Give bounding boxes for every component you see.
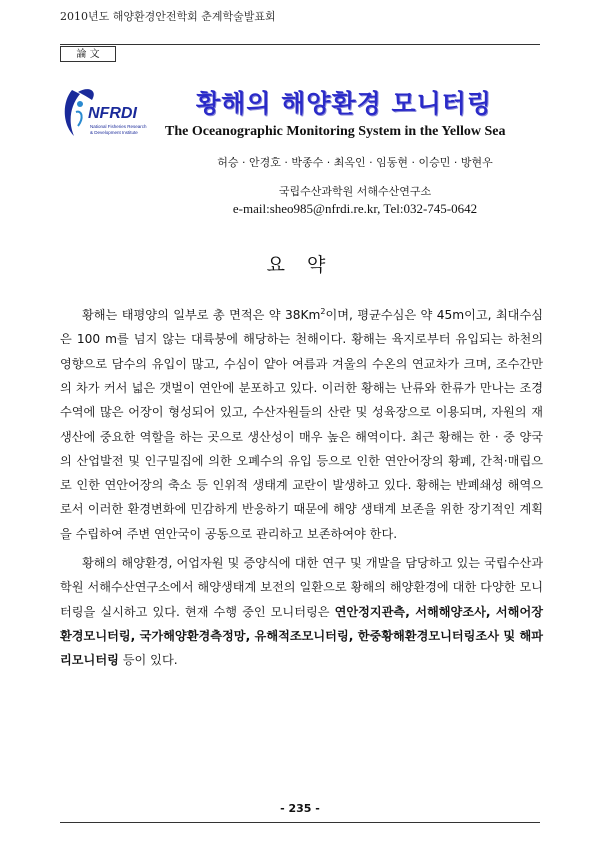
abstract-heading: 요 약	[266, 254, 334, 276]
abstract-paragraph-1	[60, 300, 543, 546]
author-list: 허승 · 안경호 · 박종수 · 최옥인 · 임동현 · 이승민 · 방현우	[217, 156, 493, 169]
svg-text:National Fisheries Research: National Fisheries Research	[90, 124, 147, 129]
p2-bold-list: 연안정지관측, 서해해양조사, 서해어장환경모니터링, 국가해양환경측정망, 유해적조모니터링, 한중황해환경모니터링조사 및 해파리모니터링	[60, 604, 543, 668]
p1-superscript: 2	[320, 307, 326, 316]
nfrdi-logo	[58, 82, 158, 142]
abstract-body	[60, 300, 543, 673]
svg-text:& Development Institute: & Development Institute	[90, 130, 138, 135]
header-rule	[60, 44, 540, 45]
affiliation: 국립수산과학원 서해수산연구소	[278, 185, 432, 198]
abstract-paragraph-2	[60, 551, 543, 672]
contact-info: e-mail:sheo985@nfrdi.re.kr, Tel:032-745-0642	[232, 201, 478, 216]
footer-rule	[60, 822, 540, 823]
conference-header: 2010년도 해양환경안전학회 춘계학술발표회	[60, 10, 276, 23]
p2-text-c: 등이 있다.	[118, 653, 178, 668]
p1-text-b: 이며, 평균수심은 약 45m이고, 최대수심은 100 m를 넘지 않는 대륙붕에 해당하는 천해이다. 황해는 육지로부터 유입되는 하천의 영향으로 담수의 유입이 많고, 수심이 얕아 여름과 겨울의 수온의 연교차가 크며, 조수간만의 차가 커서 넓은 갯벌이 연안에 분포하고 있다. 이러한 황해는 난류와 한류가 만나는 조경수역에 많은 어장이 형성되어 있고, 수산자원들의 산란 및 성육장으로 이용되며, 자원의 재생산에 중요한 역할을 하는 곳으로 생산성이 매우 높은 해역이다. 최근 황해는 한 · 중 양국의 산업발전 및 인구밀집에 의한 오폐수의 유입 등으로 인한 연안어장의 황폐, 간척·매립으로 인한 연안어장의 축소 등 인위적 생태계 교란이 발생하고 있다. 황해는 반폐쇄성 해역으로서 이러한 환경변화에 민감하게 반응하기 때문에 해양 생태계 보존을 위한 장기적인 계획을 수립하여 주변 연안국이 공동으로 관리하고 보존하여야 한다.	[60, 308, 543, 541]
page-number: - 235 -	[280, 802, 320, 815]
svg-text:NFRDI: NFRDI	[88, 105, 137, 122]
title-korean: 황해의 해양환경 모니터링	[196, 89, 493, 118]
section-tag: 論 文	[60, 46, 116, 62]
title-english: The Oceanographic Monitoring System in the Yellow Sea	[165, 124, 506, 139]
p2-text-a: 황해의 해양환경, 어업자원 및 증양식에 대한 연구 및 개발을 담당하고 있는 국립수산과학원 서해수산연구소에서 해양생태계 보전의 일환으로 황해의 해양환경에 대한 다양한 모니터링을 실시하고 있다. 현재 수행 중인 모니터링은	[60, 556, 543, 619]
p1-text-a: 황해는 태평양의 일부로 총 면적은 약 38Km	[82, 308, 321, 323]
